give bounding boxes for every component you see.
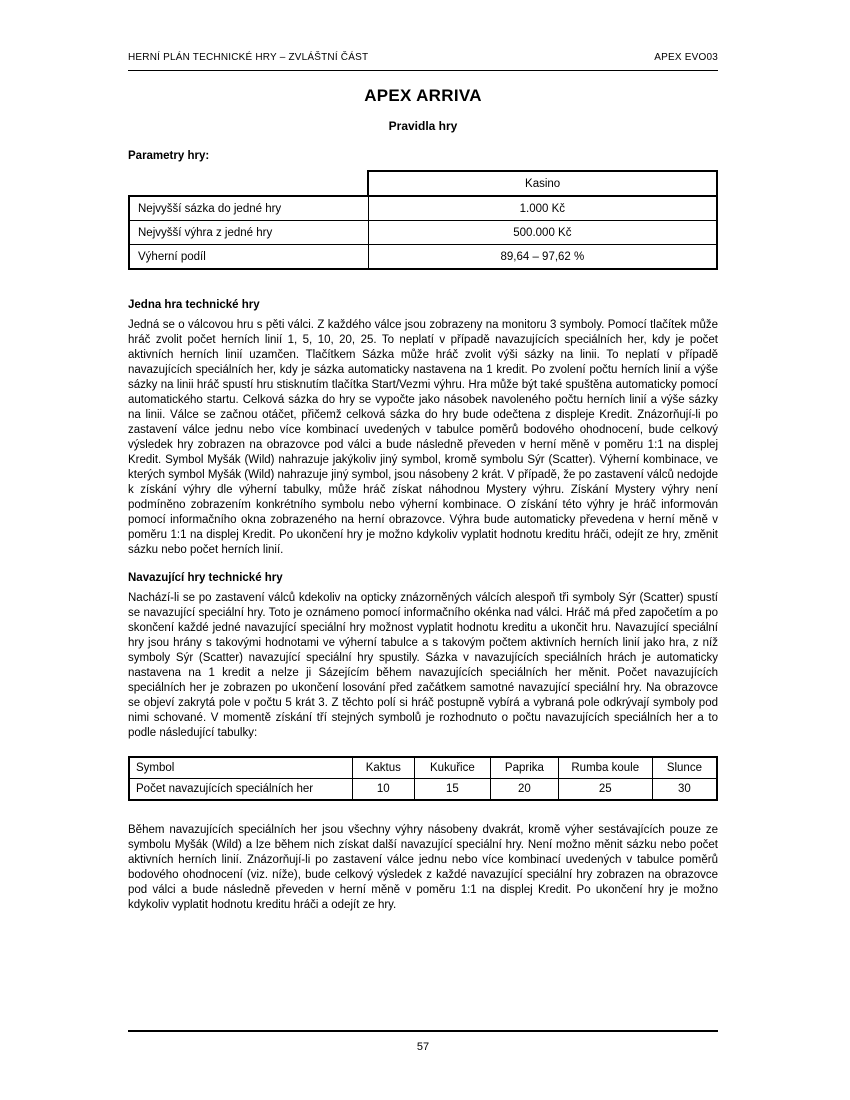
kasino-column-header: Kasino [368, 171, 717, 196]
page-header [128, 52, 718, 63]
symbols-header-cell: Rumba koule [558, 757, 652, 779]
symbols-table [128, 756, 718, 801]
header-left-text: HERNÍ PLÁN TECHNICKÉ HRY – ZVLÁŠTNÍ ČÁST [128, 52, 369, 63]
symbols-header-cell: Kukuřice [414, 757, 490, 779]
symbols-count-value: 10 [352, 779, 414, 801]
page-content [128, 0, 718, 913]
parameters-header-row [129, 171, 717, 196]
symbols-header-row [129, 757, 717, 779]
document-subtitle: Pravidla hry [388, 119, 458, 133]
footer-rule [128, 1030, 718, 1032]
symbols-header-cell: Kaktus [352, 757, 414, 779]
parameter-label: Nejvyšší sázka do jedné hry [129, 196, 368, 221]
paragraph-one-game: Jedná se o válcovou hru s pěti válci. Z každého válce jsou zobrazeny na monitoru 3 symboly. Pomocí tlačítek může hráč zvolit počet herních linií 1, 5, 10, 20, 25. To neplatí v případě navazujících speciálních her, kdy je počet aktivních herních linií uzamčen. Tlačítkem Sázka může hráč zvolit výši sázky na linii. To neplatí v případě navazujících speciálních her, kdy je sázka automaticky nastavena na 1 kredit. Po zvolení počtu herních linií a výše sázky na linii hráč spustí hru stisknutím tlačítka Start/Vezmi výhru. Hra může být také spuštěna automaticky pomocí automatického startu. Celková sázka do hry se vypočte jako násobek navoleného počtu herních linií a výše sázky na linii. Válce se začnou otáčet, přičemž celková sázka do hry bude odečtena z displeje Kredit. Znázorňují-li po zastavení válce jednu nebo více kombinací uvedených v tabulce poměrů bodového ohodnocení, bude celkový výsledek hry zobrazen na obrazovce pod válci a bude následně převeden v herní měně v poměru 1:1 na displej Kredit. Symbol Myšák (Wild) nahrazuje jakýkoliv jiný symbol, kromě symbolu Sýr (Scatter). Výherní kombinace, ve kterých symbol Myšák (Wild) nahrazuje jiný symbol, jsou násobeny 2 krát. V případě, že po zastavení válců nedojde k získání výhry dle výherní tabulky, může hráč získat náhodnou Mystery výhru. Získání Mystery výhry není podmíněno zobrazením konkrétního symbolu nebo výherní kombinace. O získání této výhry je hráč informován pomocí informačního okna zobrazeného na herní obrazovce. Výhra bude automaticky převedena v herní měně v poměru 1:1 na displej Kredit. Po ukončení hry je možno kdykoliv vyplatit hodnotu kreditu hráči, odejít ze hry, změnit sázku nebo počet herních linií. [128, 319, 718, 556]
symbols-count-value: 25 [558, 779, 652, 801]
symbols-header-cell: Paprika [491, 757, 559, 779]
paragraph-after-table: Během navazujících speciálních her jsou všechny výhry násobeny dvakrát, kromě výher sestávajících pouze ze symbolu Myšák (Wild) a lze během nich získat další navazující speciální hry. Není možno měnit sázku nebo počet aktivních herních linií. Znázorňují-li po zastavení válce jednu nebo více kombinací uvedených v tabulce poměrů bodového ohodnocení (viz. níže), bude celkový výsledek z každé navazující speciální hry zobrazen na obrazovce pod válci a bude následně převeden v herní měně v poměru 1:1 na displej Kredit. Po ukončení hry je možno kdykoliv vyplatit hodnotu kreditu hráči a odejít ze hry. [128, 824, 718, 911]
symbols-row-label: Počet navazujících speciálních her [129, 779, 352, 801]
section-heading-one-game: Jedna hra technické hry [128, 299, 260, 311]
symbols-count-value: 30 [652, 779, 717, 801]
parameter-value: 1.000 Kč [368, 196, 717, 221]
parameters-label: Parametry hry: [128, 150, 210, 162]
page-footer [128, 1030, 718, 1053]
header-rule [128, 70, 718, 71]
symbols-count-value: 15 [414, 779, 490, 801]
parameter-value: 500.000 Kč [368, 221, 717, 245]
symbols-count-value: 20 [491, 779, 559, 801]
parameter-row [129, 196, 717, 221]
section-heading-bonus-games: Navazující hry technické hry [128, 572, 283, 584]
parameter-row [129, 221, 717, 245]
symbols-header-cell: Symbol [129, 757, 352, 779]
document-title: APEX ARRIVA [364, 86, 482, 105]
parameters-table [128, 170, 718, 270]
parameter-label: Výherní podíl [129, 245, 368, 270]
symbols-count-row [129, 779, 717, 801]
parameters-blank-cell [129, 171, 368, 196]
parameter-label: Nejvyšší výhra z jedné hry [129, 221, 368, 245]
parameter-row [129, 245, 717, 270]
symbols-header-cell: Slunce [652, 757, 717, 779]
parameter-value: 89,64 – 97,62 % [368, 245, 717, 270]
paragraph-bonus-games: Nachází-li se po zastavení válců kdekoliv na opticky znázorněných válcích alespoň tři symboly Sýr (Scatter) spustí se navazující speciální hry. Toto je oznámeno pomocí informačního okénka nad válci. Hráč má před započetím a po skončení každé jedné navazující speciální hry možnost vyplatit hodnotu kreditu a ukončit hru. Navazující speciální hry jsou hrány s takovými hodnotami ve výherní tabulce a s takovým počtem aktivních herních linií jako hra, z níž symboly Sýr (Scatter) navazující speciální hry spustily. Sázka v navazujících speciálních hrách je automaticky nastavena na 1 kredit a nelze ji Sázejícím během navazujících speciálních her měnit. Počet navazujících speciálních her je zobrazen po ukončení losování před začátkem samotné navazující speciální hry. Na obrazovce se objeví zakrytá pole v počtu 5 krát 3. Z těchto polí si hráč postupně vybírá a vybraná pole odkrývají symboly pod nimi schované. V momentě získání tří stejných symbolů je rozhodnuto o počtu navazujících speciálních her a to podle následující tabulky: [128, 592, 718, 739]
page-number: 57 [416, 1041, 430, 1053]
header-right-text: APEX EVO03 [654, 52, 718, 63]
